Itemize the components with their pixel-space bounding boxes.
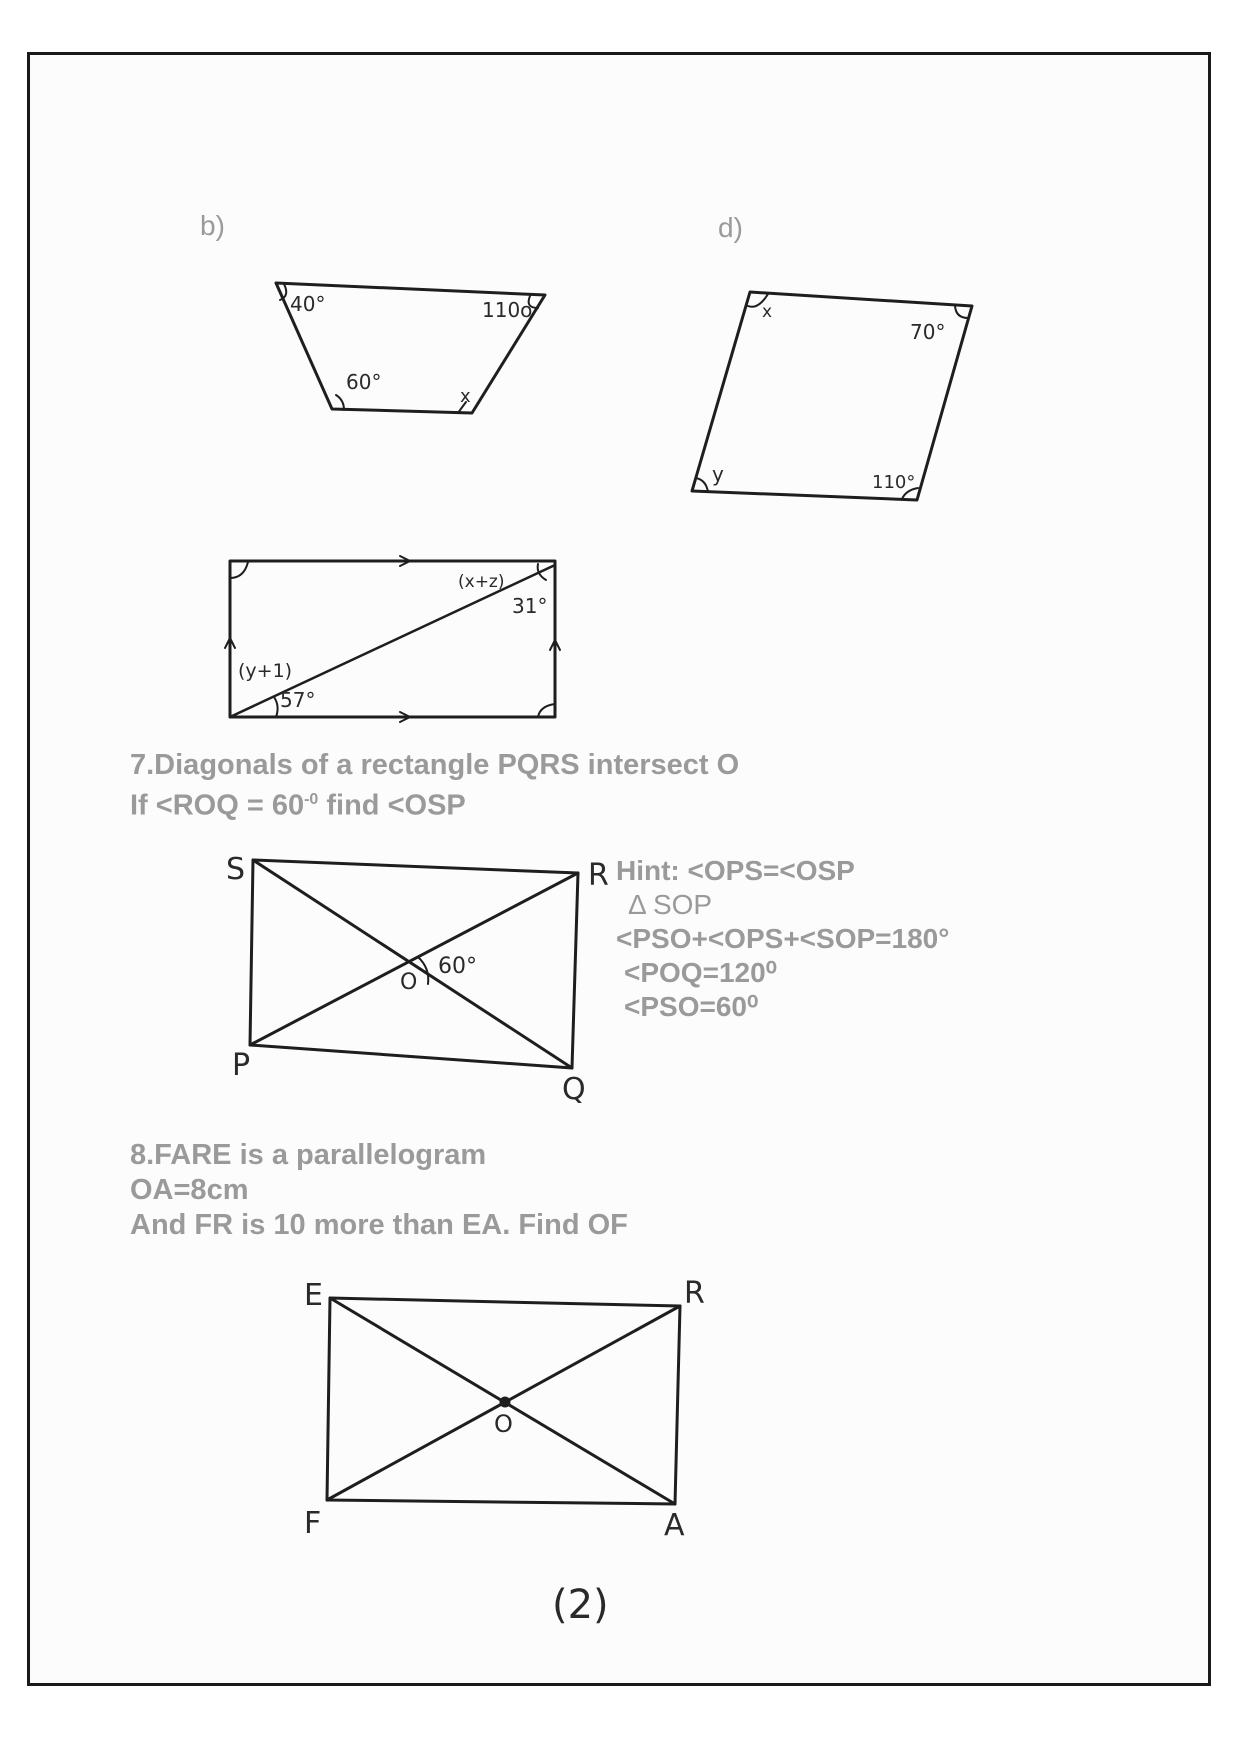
angle-label: 57°	[280, 688, 316, 712]
angle-label: 110°	[872, 472, 916, 493]
angle-label: 60°	[346, 370, 382, 394]
vertex-a: A	[664, 1508, 685, 1543]
label-d: d)	[718, 212, 743, 243]
vertex-q: Q	[562, 1072, 586, 1107]
angle-label: 110o	[482, 298, 533, 322]
q7-line-2: $If <ROQ = 60^{-0}$ find <OSP	[130, 789, 466, 822]
angle-label: (y+1)	[238, 660, 293, 682]
angle-label: y	[712, 462, 724, 486]
page-number: (2)	[552, 1582, 609, 1628]
vertex-r: R	[684, 1276, 705, 1311]
q8-line-3: And FR is 10 more than EA. Find OF	[130, 1209, 628, 1241]
angle-label: 40°	[290, 292, 326, 316]
q8-line-1: 8.FARE is a parallelogram	[130, 1139, 487, 1171]
hint-line-2: Δ SOP	[628, 889, 713, 920]
hint-line-4: <POQ=120⁰	[624, 957, 777, 988]
angle-60-label: 60°	[438, 954, 477, 979]
hint-line-1: Hint: <OPS=<OSP	[616, 855, 855, 886]
hint-line-3: <PSO+<OPS+<SOP=180°	[616, 923, 950, 954]
hint-line-5: <PSO=60⁰	[624, 991, 759, 1022]
angle-label: (x+z)	[458, 572, 505, 592]
q8-line-2: OA=8cm	[130, 1174, 249, 1206]
q7-line-1: 7.Diagonals of a rectangle PQRS intersect O	[130, 749, 740, 781]
vertex-p: P	[232, 1048, 251, 1083]
vertex-e: E	[304, 1278, 323, 1313]
label-b: b)	[200, 210, 225, 241]
vertex-r: R	[588, 858, 609, 893]
angle-label: x	[762, 302, 773, 322]
angle-label: x	[460, 386, 471, 407]
vertex-s: S	[226, 852, 246, 887]
vertex-o: O	[494, 1410, 513, 1438]
angle-label: 31°	[512, 594, 548, 618]
angle-label: 70°	[910, 320, 946, 344]
vertex-o: O	[400, 970, 418, 995]
vertex-f: F	[304, 1506, 322, 1541]
